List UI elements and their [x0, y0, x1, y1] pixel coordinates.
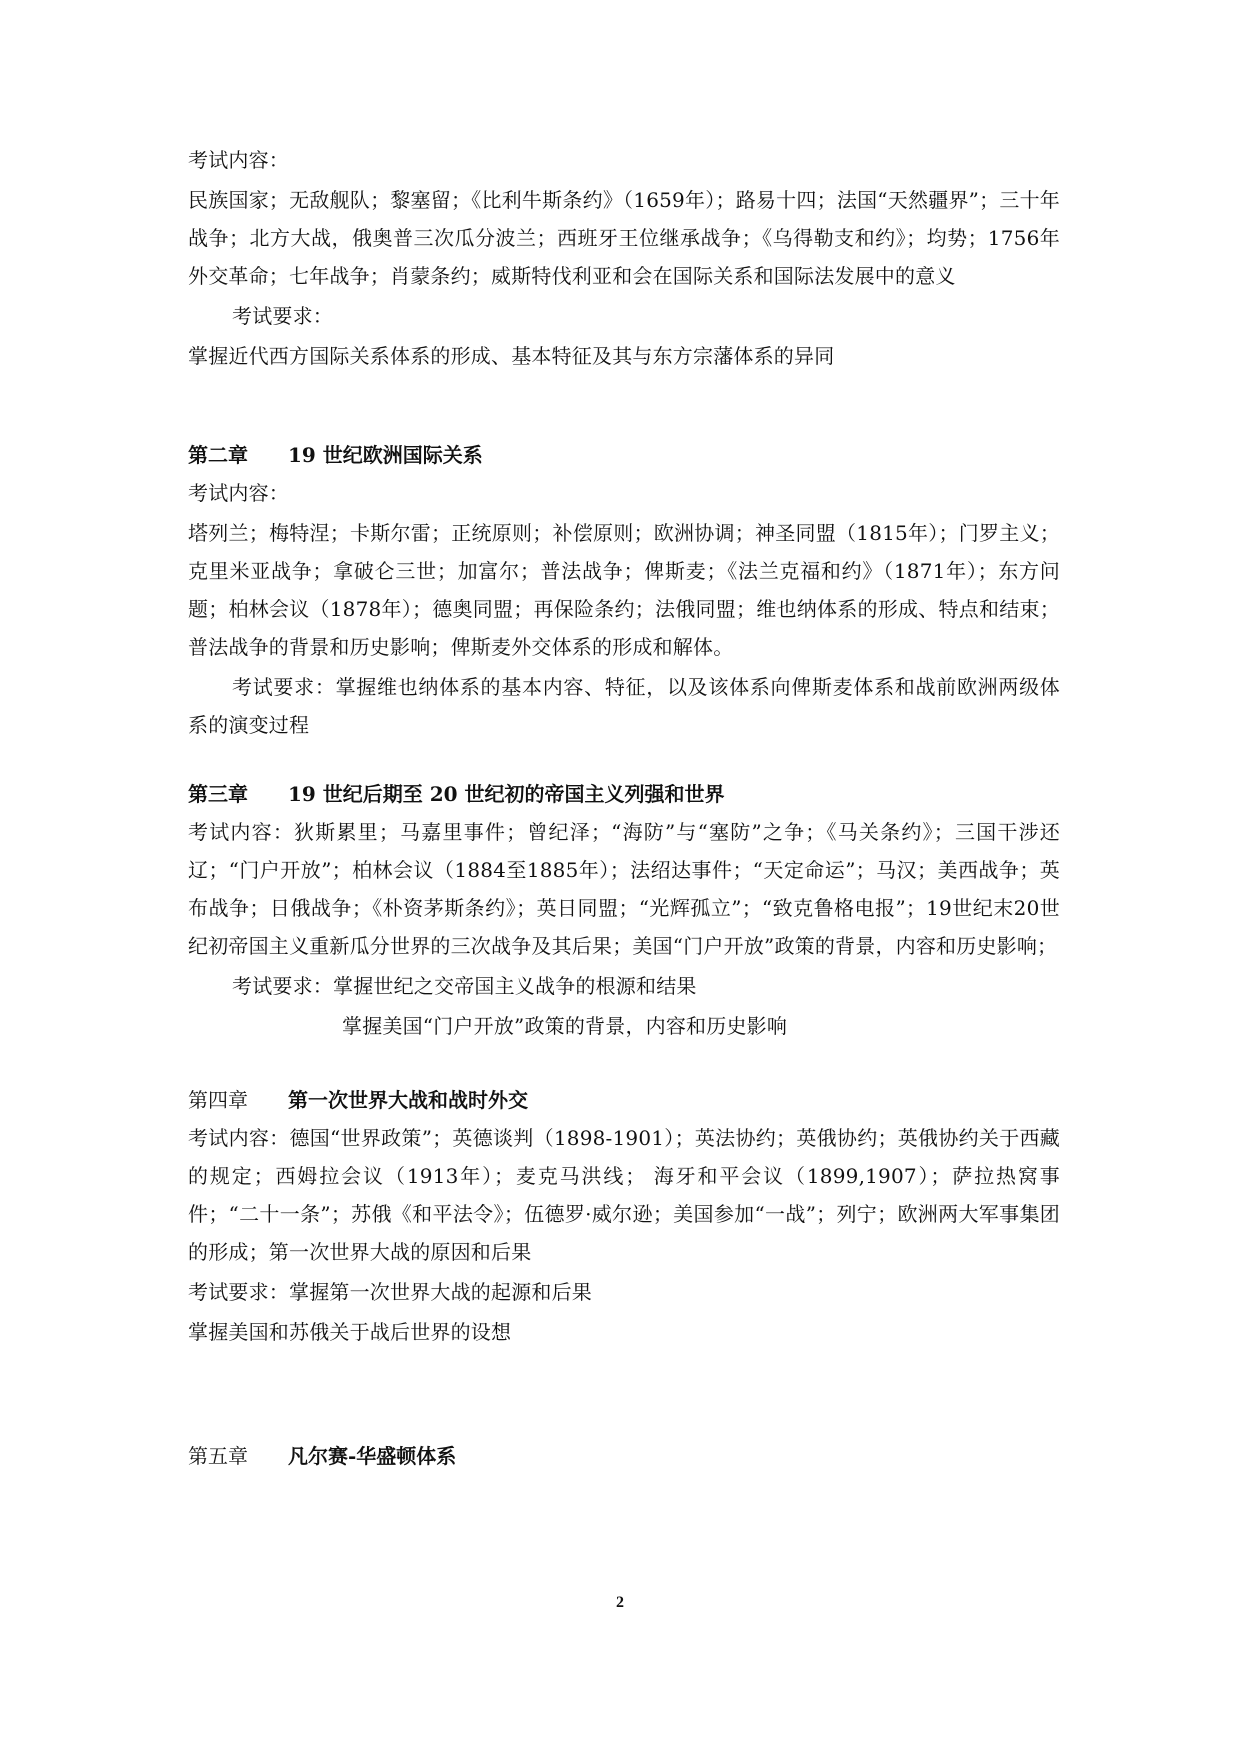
chapter-4-section — [188, 1081, 1060, 1351]
content-text: 民族国家；无敌舰队；黎塞留；《比利牛斯条约》（1659年）；路易十四；法国“天然疆界”；三十年战争；北方大战，俄奥普三次瓜分波兰；西班牙王位继承战争；《乌得勒支和约》；均势；1756年外交革命；七年战争；肖蒙条约；威斯特伐利亚和会在国际关系和国际法发展中的意义 — [188, 188, 1060, 288]
chapter-2-section — [188, 436, 1060, 744]
content-text: 考试内容：狄斯累里；马嘉里事件；曾纪泽；“海防”与“塞防”之争；《马关条约》；三国干涉还辽；“门户开放”；柏林会议（1884至1885年）；法绍达事件；“天定命运”；马汉；美西战争；英布战争；日俄战争；《朴资茅斯条约》；英日同盟；“光辉孤立”；“致克鲁格电报”；19世纪末20世纪初帝国主义重新瓜分世界的三次战争及其后果；美国“门户开放”政策的背景，内容和历史影响； — [188, 820, 1060, 958]
requirement-text: 掌握近代西方国际关系体系的形成、基本特征及其与东方宗藩体系的异同 — [188, 344, 835, 368]
requirement-text: 考试要求：掌握世纪之交帝国主义战争的根源和结果 — [232, 974, 697, 998]
chapter-heading — [188, 436, 1060, 474]
requirement-text: 考试要求：掌握维也纳体系的基本内容、特征，以及该体系向俾斯麦体系和战前欧洲两级体系的演变过程 — [188, 675, 1060, 737]
content-text: 考试内容：德国“世界政策”；英德谈判（1898-1901）；英法协约；英俄协约；英俄协约关于西藏的规定；西姆拉会议（1913年）；麦克马洪线； 海牙和平会议（1899,1907）；萨拉热窝事件；“二十一条”；苏俄《和平法令》；伍德罗·威尔逊；美国参加“一战”；列宁；欧洲两大军事集团的形成；第一次世界大战的原因和后果 — [188, 1126, 1060, 1264]
chapter-heading — [188, 1437, 1060, 1475]
chapter-title: 19 世纪欧洲国际关系 — [288, 443, 483, 467]
content-label: 考试内容： — [188, 148, 289, 172]
chapter-3-section — [188, 775, 1060, 1045]
requirement-text-continued: 掌握美国和苏俄关于战后世界的设想 — [188, 1320, 512, 1344]
page-number: 2 — [616, 1594, 624, 1611]
chapter-heading — [188, 1081, 1060, 1119]
content-label: 考试内容： — [188, 481, 289, 505]
requirement-label: 考试要求： — [232, 304, 333, 328]
chapter-number: 第五章 — [188, 1444, 248, 1468]
chapter-5-section — [188, 1437, 1060, 1475]
chapter-number: 第二章 — [188, 443, 248, 467]
content-text: 塔列兰；梅特涅；卡斯尔雷；正统原则；补偿原则；欧洲协调；神圣同盟（1815年）；门罗主义；克里米亚战争；拿破仑三世；加富尔；普法战争；俾斯麦；《法兰克福和约》（1871年）；东方问题；柏林会议（1878年）；德奥同盟；再保险条约；法俄同盟；维也纳体系的形成、特点和结束；普法战争的背景和历史影响；俾斯麦外交体系的形成和解体。 — [188, 521, 1060, 659]
requirement-text: 考试要求：掌握第一次世界大战的起源和后果 — [188, 1280, 592, 1304]
requirement-text-continued: 掌握美国“门户开放”政策的背景，内容和历史影响 — [342, 1014, 788, 1038]
chapter-number: 第四章 — [188, 1088, 248, 1112]
chapter-title: 凡尔赛-华盛顿体系 — [288, 1444, 457, 1468]
chapter-title: 19 世纪后期至 20 世纪初的帝国主义列强和世界 — [288, 782, 725, 806]
intro-section — [188, 141, 1060, 375]
chapter-number: 第三章 — [188, 782, 248, 806]
chapter-heading — [188, 775, 1060, 813]
chapter-title: 第一次世界大战和战时外交 — [288, 1088, 528, 1112]
